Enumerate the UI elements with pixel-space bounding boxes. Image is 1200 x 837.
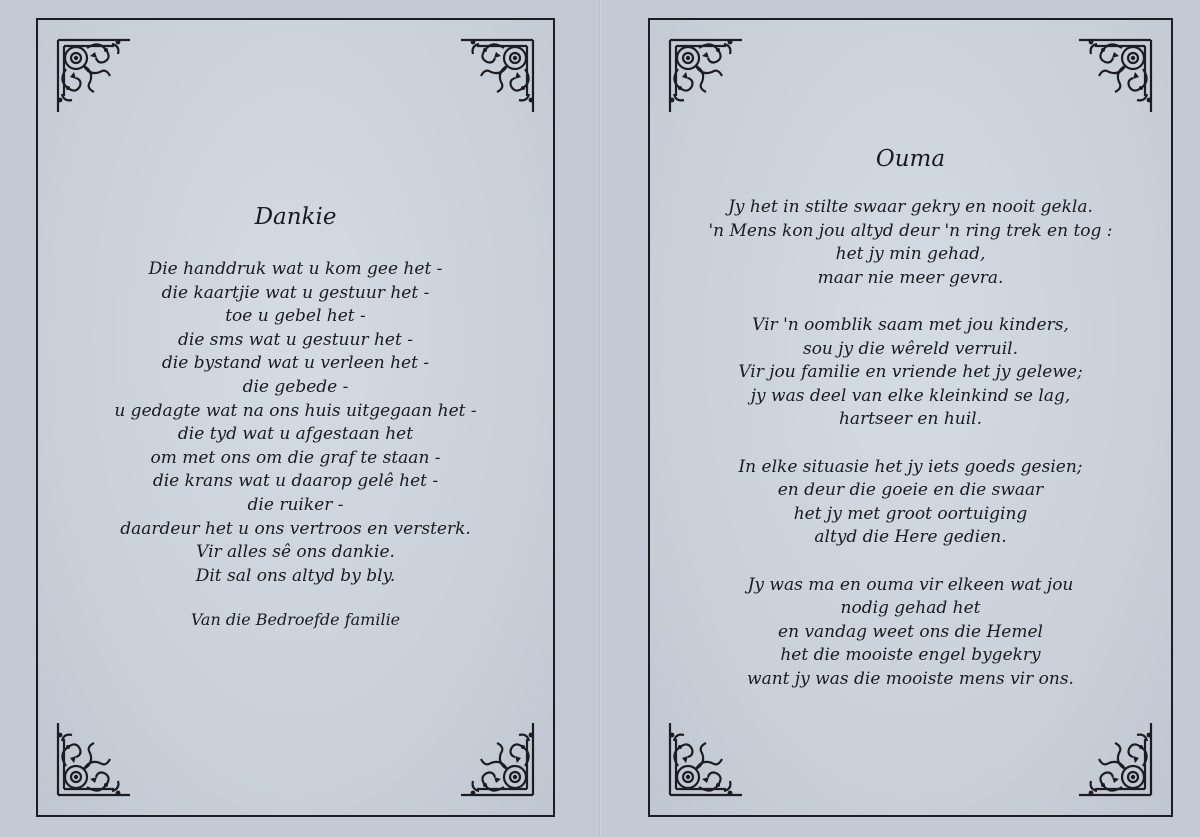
- ornamental-corner-icon: [457, 719, 537, 799]
- poem-line: het die mooiste engel bygekry: [780, 645, 1041, 666]
- right-card-page: [648, 18, 1173, 817]
- poem-line: om met ons om die graf te staan -: [150, 447, 441, 468]
- ouma-poem: [650, 146, 1171, 715]
- signature: Van die Bedroefde familie: [190, 610, 401, 630]
- poem-line: nodig gehad het: [840, 598, 981, 619]
- poem-line: die bystand wat u verleen het -: [161, 353, 430, 374]
- poem-line: Vir jou familie en vriende het jy gelewe;: [738, 362, 1083, 383]
- ornamental-corner-icon: [457, 36, 537, 116]
- poem-line: In elke situasie het jy iets goeds gesien;: [738, 456, 1083, 477]
- poem-line: toe u gebel het -: [225, 306, 366, 327]
- poem-line: die ruiker -: [247, 494, 344, 515]
- poem-line: die gebede -: [242, 376, 349, 397]
- poem-line: daardeur het u ons vertroos en versterk.: [120, 518, 471, 539]
- ornamental-corner-icon: [54, 719, 134, 799]
- poem-stanza: [650, 574, 1171, 692]
- ornamental-corner-icon: [54, 36, 134, 116]
- ornamental-corner-icon: [666, 719, 746, 799]
- poem-line: maar nie meer gevra.: [817, 267, 1004, 288]
- poem-body: [38, 258, 553, 588]
- poem-line: en vandag weet ons die Hemel: [778, 621, 1043, 642]
- poem-stanza: [650, 456, 1171, 550]
- ornamental-corner-icon: [1075, 36, 1155, 116]
- poem-line: u gedagte wat na ons huis uitgegaan het -: [114, 400, 477, 421]
- ornamental-corner-icon: [666, 36, 746, 116]
- poem-line: Dit sal ons altyd by bly.: [195, 565, 396, 586]
- poem-line: jy was deel van elke kleinkind se lag,: [750, 385, 1071, 406]
- poem-title: Ouma: [875, 146, 946, 172]
- poem-line: Die handdruk wat u kom gee het -: [148, 259, 443, 279]
- poem-line: sou jy die wêreld verruil.: [802, 338, 1019, 359]
- ornamental-corner-icon: [1075, 719, 1155, 799]
- poem-line: het jy met groot oortuiging: [793, 503, 1028, 524]
- left-card-page: [36, 18, 555, 817]
- card-fold: [599, 0, 601, 837]
- poem-line: Vir 'n oomblik saam met jou kinders,: [752, 314, 1069, 335]
- poem-line: die kaartjie wat u gestuur het -: [161, 282, 430, 303]
- poem-stanza: [650, 196, 1171, 290]
- poem-stanza: [650, 314, 1171, 432]
- poem-line: hartseer en huil.: [838, 409, 982, 430]
- poem-body: [650, 196, 1171, 691]
- poem-title: Dankie: [254, 204, 337, 230]
- poem-line: Jy was ma en ouma vir elkeen wat jou: [747, 574, 1074, 595]
- poem-line: die krans wat u daarop gelê het -: [152, 471, 439, 492]
- thank-you-poem: [38, 204, 553, 629]
- poem-line: Vir alles sê ons dankie.: [196, 542, 395, 563]
- poem-line: 'n Mens kon jou altyd deur 'n ring trek en tog :: [708, 220, 1113, 241]
- poem-line: die tyd wat u afgestaan het: [177, 424, 414, 445]
- poem-line: het jy min gehad,: [835, 244, 986, 265]
- poem-line: en deur die goeie en die swaar: [777, 480, 1044, 501]
- poem-line: Jy het in stilte swaar gekry en nooit gekla.: [728, 197, 1093, 217]
- poem-line: want jy was die mooiste mens vir ons.: [747, 668, 1074, 689]
- poem-line: die sms wat u gestuur het -: [178, 329, 413, 350]
- poem-line: altyd die Here gedien.: [814, 527, 1007, 548]
